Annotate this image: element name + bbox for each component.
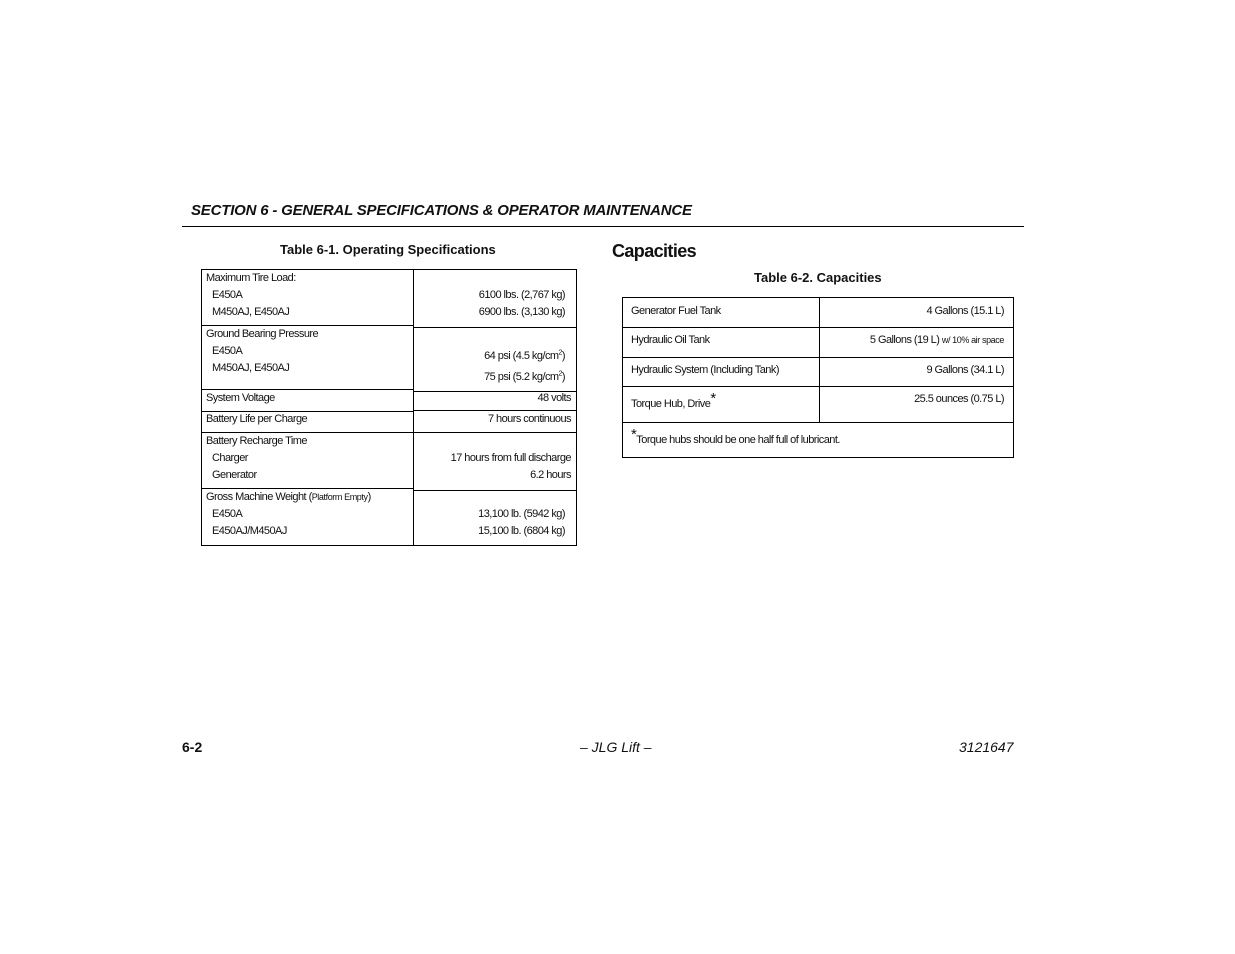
table1-caption: Table 6-1. Operating Specifications xyxy=(280,242,496,257)
capacity-value: 25.5 ounces (0.75 L) xyxy=(914,393,1004,405)
column-divider xyxy=(413,270,414,545)
table-row-label: System Voltage xyxy=(206,392,275,404)
capacities-footnote: *Torque hubs should be one half full of lubricant. xyxy=(631,426,840,446)
capacity-label: Torque Hub, Drive* xyxy=(631,390,716,410)
table-row-label: Battery Recharge Time Charger Generator xyxy=(206,435,307,481)
capacity-label: Generator Fuel Tank xyxy=(631,305,721,317)
table-row-label: Maximum Tire Load: E450A M450AJ, E450AJ xyxy=(206,272,296,318)
page-number: 6-2 xyxy=(182,739,203,755)
column-divider xyxy=(819,298,820,423)
row-divider xyxy=(413,490,577,491)
table-row-label: Ground Bearing Pressure E450A M450AJ, E450AJ xyxy=(206,328,319,374)
capacity-label: Hydraulic System (Including Tank) xyxy=(631,364,779,376)
header-rule xyxy=(182,226,1024,227)
table-row-values: 13,100 lb. (5942 kg) 15,100 lb. (6804 kg) xyxy=(478,508,565,537)
table-row-value: 48 volts xyxy=(537,392,571,404)
row-divider xyxy=(413,327,577,328)
row-divider xyxy=(623,422,1013,423)
section-title: SECTION 6 - GENERAL SPECIFICATIONS & OPERATOR MAINTENANCE xyxy=(191,202,692,219)
table-row-values: 17 hours from full discharge 6.2 hours xyxy=(450,452,571,481)
capacity-value: 9 Gallons (34.1 L) xyxy=(926,364,1004,376)
capacity-value: 4 Gallons (15.1 L) xyxy=(926,305,1004,317)
table-row-value: 7 hours continuous xyxy=(487,413,571,425)
row-divider xyxy=(623,357,1013,358)
capacity-value: 5 Gallons (19 L) w/ 10% air space xyxy=(869,334,1004,346)
capacity-label: Hydraulic Oil Tank xyxy=(631,334,710,346)
capacities-heading: Capacities xyxy=(612,241,697,261)
table-row-values: 6100 lbs. (2,767 kg) 6900 lbs. (3,130 kg) xyxy=(478,289,565,318)
document-number: 3121647 xyxy=(959,739,1014,755)
table2-caption: Table 6-2. Capacities xyxy=(754,270,882,285)
table-row-label: Gross Machine Weight (Platform Empty) E450A E450AJ/M450AJ xyxy=(206,491,371,537)
table-row-label: Battery Life per Charge xyxy=(206,413,308,425)
row-divider xyxy=(623,327,1013,328)
row-divider xyxy=(623,386,1013,387)
capacities-table xyxy=(622,297,1014,458)
table-row-values: 64 psi (4.5 $kg/cm^2$) 75 psi (5.2 $kg/cm^2$) xyxy=(484,349,565,383)
footer-center-text: – JLG Lift – xyxy=(580,739,652,755)
operating-specifications-table xyxy=(201,269,577,546)
